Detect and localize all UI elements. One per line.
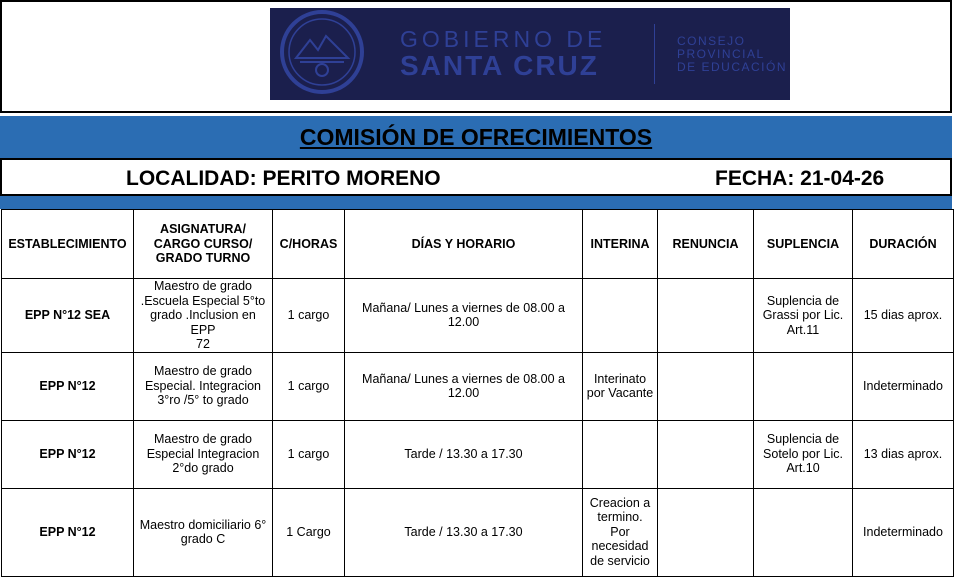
cell-line: Maestro de grado bbox=[154, 279, 252, 293]
cell-choras: 1 cargo bbox=[273, 352, 345, 420]
cell-line: Art.10 bbox=[786, 461, 820, 476]
table-row bbox=[2, 352, 954, 420]
cell-interina bbox=[583, 420, 658, 488]
header-line: GRADO TURNO bbox=[155, 251, 251, 266]
cell-suplencia bbox=[754, 488, 853, 576]
logo-line2: SANTA CRUZ bbox=[400, 50, 599, 81]
cell-line: Mañana/ Lunes a viernes de 08.00 a bbox=[362, 300, 565, 315]
cell-line: Suplencia de bbox=[766, 432, 840, 447]
col-header-asignatura bbox=[134, 210, 273, 279]
cell-establecimiento: EPP N°12 SEA bbox=[2, 279, 134, 353]
cell-establecimiento: EPP N°12 bbox=[2, 352, 134, 420]
offers-table bbox=[1, 209, 954, 577]
col-header-duracion: DURACIÓN bbox=[853, 210, 954, 279]
col-header-renuncia: RENUNCIA bbox=[658, 210, 754, 279]
cell-choras: 1 Cargo bbox=[273, 488, 345, 576]
cell-line: Suplencia de bbox=[766, 293, 840, 308]
col-header-choras: C/HORAS bbox=[273, 210, 345, 279]
col-header-interina: INTERINA bbox=[583, 210, 658, 279]
header-box bbox=[0, 0, 952, 113]
cell-line: Especial Integracion bbox=[146, 446, 260, 461]
cell-renuncia bbox=[658, 420, 754, 488]
col-header-dias: DÍAS Y HORARIO bbox=[345, 210, 583, 279]
cell-establecimiento: EPP N°12 bbox=[2, 420, 134, 488]
cell-renuncia bbox=[658, 488, 754, 576]
cell-dias bbox=[345, 488, 583, 576]
cell-line: 72 bbox=[196, 337, 210, 351]
logo-side-line: DE EDUCACIÓN bbox=[677, 59, 788, 74]
table-row bbox=[2, 420, 954, 488]
cell-line: termino. Por bbox=[597, 510, 643, 539]
cell-suplencia bbox=[754, 352, 853, 420]
provincial-seal-icon bbox=[274, 6, 370, 102]
cell-line: .Escuela Especial 5°to bbox=[140, 293, 266, 308]
cell-line: Maestro de grado bbox=[154, 432, 252, 447]
cell-line: grado C bbox=[180, 532, 226, 546]
logo-wordmark bbox=[400, 27, 630, 81]
logo-separator bbox=[654, 24, 655, 84]
table-row bbox=[2, 488, 954, 576]
logo-line1: GOBIERNO DE bbox=[400, 26, 607, 52]
cell-duracion: 15 dias aprox. bbox=[853, 279, 954, 353]
header-line: ASIGNATURA/ bbox=[160, 222, 246, 237]
cell-line: 3°ro /5° to grado bbox=[157, 393, 249, 408]
header-line: CARGO CURSO/ bbox=[153, 236, 253, 251]
cell-line: Tarde / 13.30 a 17.30 bbox=[404, 524, 523, 539]
title-band bbox=[0, 116, 952, 158]
cell-line: 12.00 bbox=[447, 386, 480, 400]
cell-suplencia bbox=[754, 420, 853, 488]
cell-line: Tarde / 13.30 a 17.30 bbox=[404, 446, 523, 461]
localidad-label: LOCALIDAD: PERITO MORENO bbox=[126, 167, 441, 190]
cell-duracion: Indeterminado bbox=[853, 488, 954, 576]
cell-dias bbox=[345, 352, 583, 420]
cell-dias bbox=[345, 420, 583, 488]
table-header-row bbox=[2, 210, 954, 279]
logo-side-line: PROVINCIAL bbox=[677, 46, 765, 61]
government-logo bbox=[270, 8, 790, 100]
col-header-establecimiento: ESTABLECIMIENTO bbox=[2, 210, 134, 279]
cell-interina bbox=[583, 279, 658, 353]
cell-line: 12.00 bbox=[447, 315, 480, 330]
cell-choras: 1 cargo bbox=[273, 279, 345, 353]
cell-line: Art.11 bbox=[786, 322, 820, 337]
cell-line: Especial. Integracion bbox=[144, 378, 262, 393]
cell-line: Maestro domiciliario 6° bbox=[139, 517, 267, 532]
cell-line: grado .Inclusion en EPP bbox=[150, 308, 256, 337]
cell-line: Grassi por Lic. bbox=[762, 308, 844, 322]
cell-asignatura bbox=[134, 279, 273, 353]
cell-asignatura bbox=[134, 352, 273, 420]
cell-renuncia bbox=[658, 279, 754, 353]
cell-duracion: 13 dias aprox. bbox=[853, 420, 954, 488]
blue-divider bbox=[0, 196, 952, 209]
cell-interina bbox=[583, 352, 658, 420]
fecha-label: FECHA: 21-04-26 bbox=[715, 167, 885, 190]
cell-establecimiento: EPP N°12 bbox=[2, 488, 134, 576]
cell-line: Creacion a bbox=[589, 495, 651, 510]
logo-side-line: CONSEJO bbox=[677, 33, 746, 48]
logo-side-text bbox=[677, 35, 787, 74]
cell-interina bbox=[583, 488, 658, 576]
cell-line: Mañana/ Lunes a viernes de 08.00 a bbox=[362, 371, 565, 386]
page-title: COMISIÓN DE OFRECIMIENTOS bbox=[299, 123, 653, 150]
cell-line: por Vacante bbox=[586, 386, 654, 400]
cell-line: necesidad bbox=[591, 539, 649, 554]
cell-line: 2°do grado bbox=[172, 461, 234, 476]
col-header-suplencia: SUPLENCIA bbox=[754, 210, 853, 279]
cell-renuncia bbox=[658, 352, 754, 420]
cell-duracion: Indeterminado bbox=[853, 352, 954, 420]
cell-dias bbox=[345, 279, 583, 353]
cell-asignatura bbox=[134, 488, 273, 576]
cell-line: Sotelo por Lic. bbox=[763, 446, 843, 461]
cell-choras: 1 cargo bbox=[273, 420, 345, 488]
cell-line: Interinato bbox=[593, 371, 647, 386]
cell-line: de servicio bbox=[590, 553, 650, 568]
cell-suplencia bbox=[754, 279, 853, 353]
location-date-bar bbox=[0, 158, 952, 196]
cell-line: Maestro de grado bbox=[154, 364, 252, 379]
cell-asignatura bbox=[134, 420, 273, 488]
table-row bbox=[2, 279, 954, 353]
